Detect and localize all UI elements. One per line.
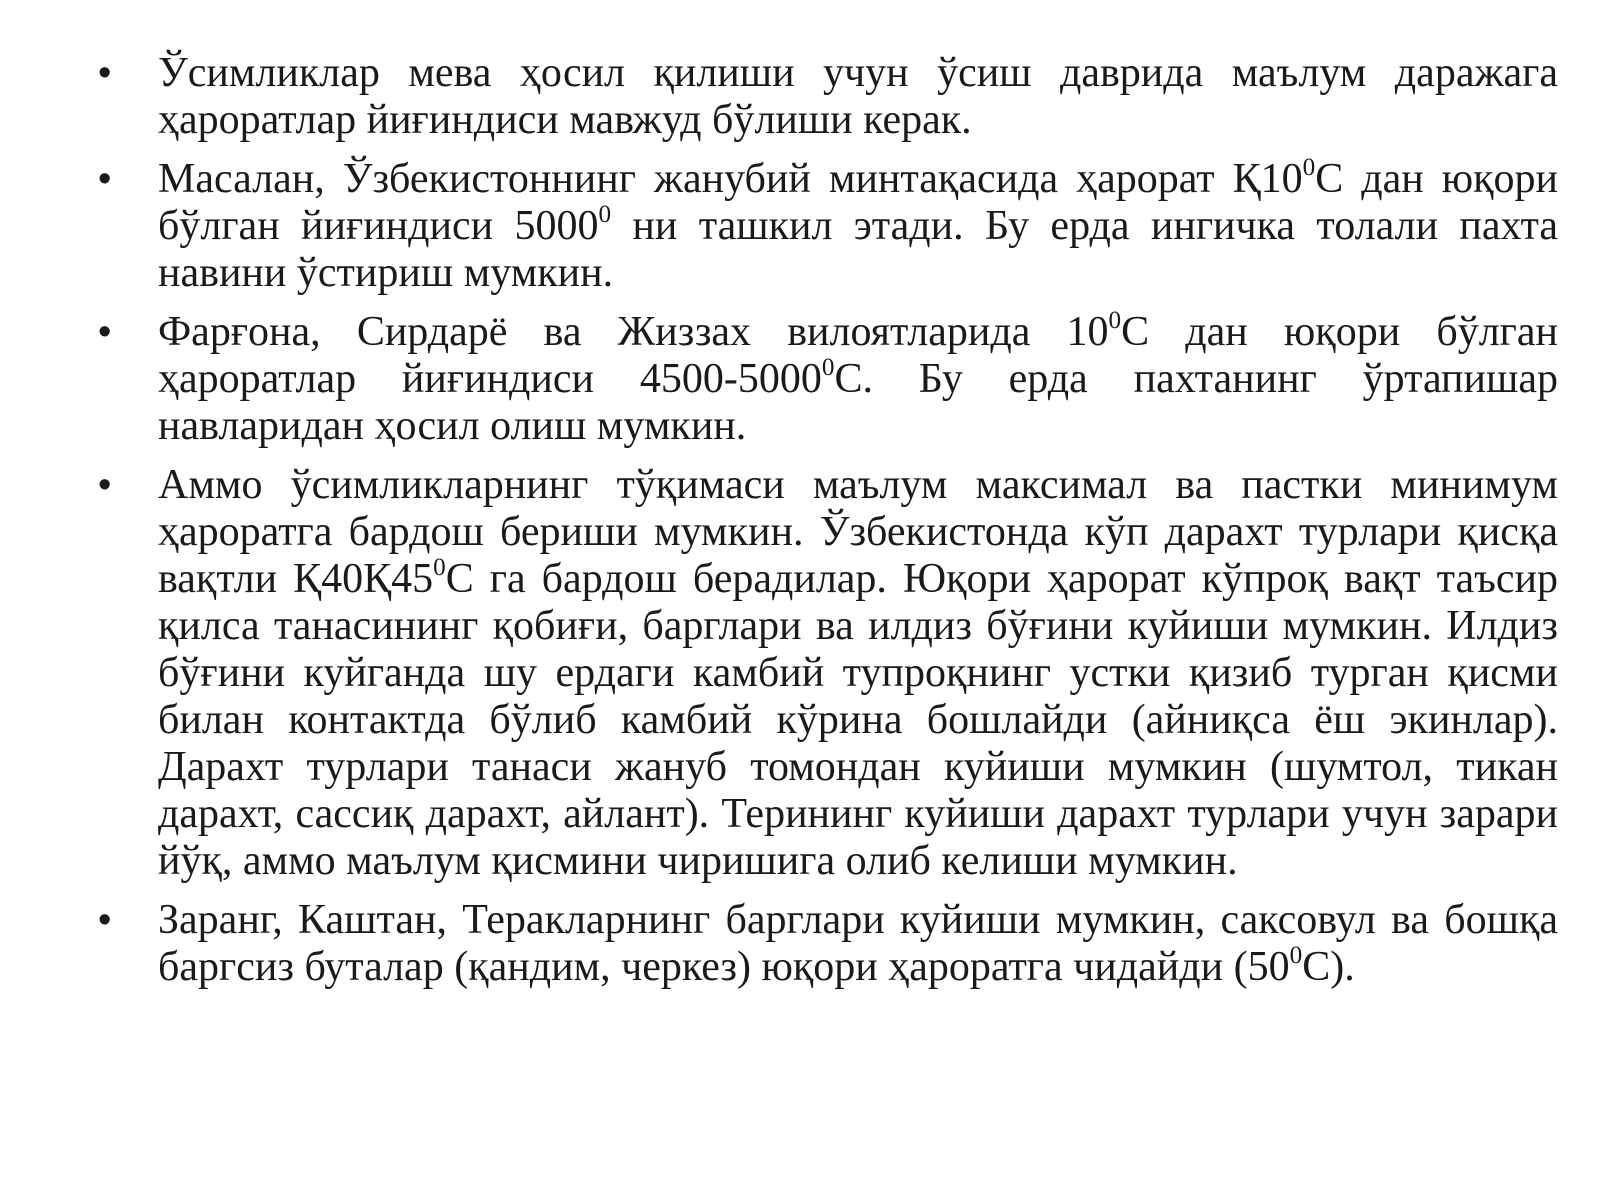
bullet-item bbox=[88, 462, 1558, 885]
bullet-dot: • bbox=[98, 311, 112, 353]
bullet-text bbox=[158, 309, 1558, 449]
degree-superscript: 0 bbox=[1108, 307, 1122, 334]
bullet-item bbox=[88, 897, 1558, 991]
bullet-text bbox=[158, 897, 1558, 990]
text-segment: Аммо ўсимликларнинг тўқимаси маълум максимал ва пастки минимум ҳароратга бардош бериши мумкин. Ўзбекистонда кўп дарахт турлари қисқа вақтли Қ40Қ45 bbox=[158, 462, 1558, 602]
text-segment: Масалан, Ўзбекистоннинг жанубий минтақасида ҳарорат Қ10 bbox=[158, 156, 1303, 202]
text-segment: С. Бу ерда пахтанинг ўртапишар навларидан ҳосил олиш мумкин. bbox=[158, 356, 1558, 449]
text-segment: Заранг, Каштан, Теракларнинг барглари куйиши мумкин, саксовул ва бошқа баргсиз буталар (қандим, черкез) юқори ҳароратга чидайди (50 bbox=[158, 897, 1558, 990]
text-segment: ни ташкил этади. Бу ерда ингичка толали пахта навини ўстириш мумкин. bbox=[158, 203, 1558, 296]
degree-superscript: 0 bbox=[433, 554, 446, 581]
text-segment: С дан юқори бўлган йиғиндиси 5000 bbox=[158, 156, 1559, 249]
bullet-item bbox=[88, 50, 1558, 144]
bullet-text bbox=[158, 50, 1558, 143]
text-segment: Ўсимликлар мева ҳосил қилиши учун ўсиш даврида маълум даражага ҳароратлар йиғиндиси мавжуд бўлиши керак. bbox=[158, 50, 1558, 143]
text-segment: С). bbox=[1302, 944, 1355, 990]
bullet-list bbox=[88, 50, 1558, 1003]
text-segment: С дан юқори бўлган ҳароратлар йиғиндиси 4500-5000 bbox=[158, 309, 1558, 402]
bullet-item bbox=[88, 156, 1558, 297]
degree-superscript: 0 bbox=[598, 201, 612, 228]
degree-superscript: 0 bbox=[1302, 154, 1316, 181]
bullet-item bbox=[88, 309, 1558, 450]
bullet-text bbox=[158, 156, 1558, 296]
bullet-text bbox=[158, 462, 1558, 884]
bullet-dot: • bbox=[98, 464, 112, 506]
text-segment: Фарғона, Сирдарё ва Жиззах вилоятларида 10 bbox=[158, 309, 1109, 355]
degree-superscript: 0 bbox=[1289, 942, 1303, 969]
bullet-dot: • bbox=[98, 158, 112, 200]
degree-superscript: 0 bbox=[821, 354, 835, 381]
bullet-dot: • bbox=[98, 52, 112, 94]
bullet-dot: • bbox=[98, 899, 112, 941]
text-segment: С га бардош берадилар. Юқори ҳарорат кўпроқ вақт таъсир қилса танасининг қобиғи, барглари ва илдиз бўғини куйиши мумкин. Илдиз бўғини куйганда шу ердаги камбий тупроқнинг устки қизиб турган қисми билан контактда бўлиб камбий кўрина бошлайди (айниқса ёш экинлар). Дарахт турлари танаси жануб томондан куйиши мумкин (шумтол, тикан дарахт, сассиқ дарахт, айлант). Терининг куйиши дарахт турлари учун зарари йўқ, аммо маълум қисмини чиришига олиб келиши мумкин. bbox=[158, 556, 1558, 884]
